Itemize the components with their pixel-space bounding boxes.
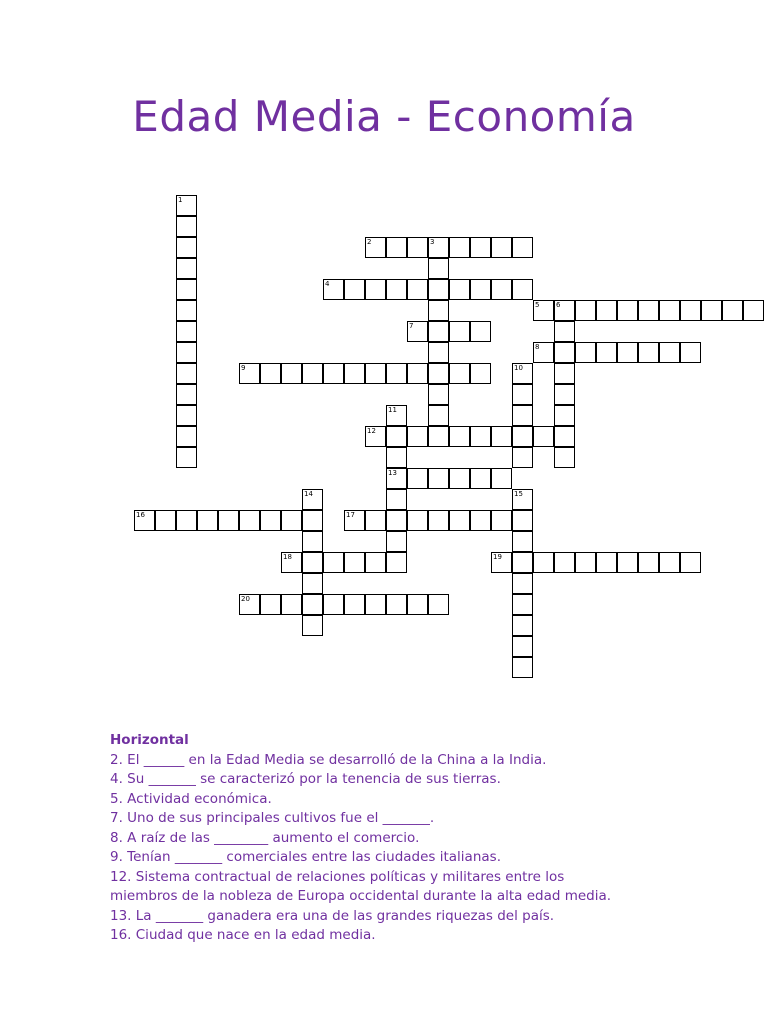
crossword-clue-number: 20 — [241, 595, 250, 603]
crossword-cell[interactable] — [575, 342, 596, 363]
crossword-cell[interactable] — [533, 552, 554, 573]
crossword-cell[interactable] — [428, 342, 449, 363]
crossword-cell[interactable] — [428, 321, 449, 342]
crossword-cell[interactable] — [323, 594, 344, 615]
clue-item: 9. Tenían _______ comerciales entre las ciudades italianas. — [110, 849, 501, 865]
crossword-clue-number: 2 — [367, 238, 372, 246]
crossword-cell[interactable] — [176, 279, 197, 300]
crossword-cell[interactable] — [596, 552, 617, 573]
crossword-cell[interactable] — [491, 468, 512, 489]
crossword-cell[interactable] — [659, 552, 680, 573]
crossword-cell[interactable] — [554, 426, 575, 447]
crossword-cell[interactable] — [554, 405, 575, 426]
crossword-cell[interactable] — [491, 279, 512, 300]
crossword-clue-number: 13 — [388, 469, 397, 477]
crossword-cell[interactable] — [386, 594, 407, 615]
crossword-cell[interactable] — [554, 363, 575, 384]
crossword-cell[interactable] — [281, 363, 302, 384]
crossword-cell[interactable] — [428, 405, 449, 426]
crossword-cell[interactable] — [554, 447, 575, 468]
crossword-cell[interactable] — [512, 615, 533, 636]
crossword-cell[interactable] — [176, 405, 197, 426]
crossword-cell[interactable] — [302, 552, 323, 573]
crossword-clue-number: 15 — [514, 490, 523, 498]
crossword-cell[interactable] — [407, 426, 428, 447]
crossword-cell[interactable] — [554, 552, 575, 573]
crossword-clue-number: 18 — [283, 553, 292, 561]
crossword-cell[interactable] — [344, 552, 365, 573]
crossword-cell[interactable] — [302, 573, 323, 594]
crossword-cell[interactable] — [176, 510, 197, 531]
crossword-cell[interactable] — [680, 342, 701, 363]
crossword-cell[interactable] — [617, 342, 638, 363]
page-title: Edad Media - Economía — [132, 92, 636, 141]
crossword-clue-number: 10 — [514, 364, 523, 372]
crossword-cell[interactable] — [449, 426, 470, 447]
crossword-cell[interactable] — [659, 300, 680, 321]
clue-item: 5. Actividad económica. — [110, 790, 272, 807]
crossword-cell[interactable] — [428, 300, 449, 321]
crossword-cell[interactable] — [218, 510, 239, 531]
crossword-cell[interactable] — [323, 363, 344, 384]
crossword-clue-number: 14 — [304, 490, 313, 498]
crossword-cell[interactable] — [260, 510, 281, 531]
crossword-clue-number: 4 — [325, 280, 330, 288]
crossword-cell[interactable] — [365, 279, 386, 300]
crossword-cell[interactable] — [407, 468, 428, 489]
clue-item: 12. Sistema contractual de relaciones políticas y militares entre los miembros de la nobleza de Europa occidental durante la alta edad media. — [110, 868, 612, 904]
crossword-cell[interactable] — [470, 279, 491, 300]
crossword-cell[interactable] — [365, 510, 386, 531]
crossword-cell[interactable] — [512, 573, 533, 594]
crossword-cell[interactable] — [176, 300, 197, 321]
crossword-cell[interactable] — [386, 426, 407, 447]
crossword-cell[interactable] — [176, 342, 197, 363]
crossword-cell[interactable] — [470, 468, 491, 489]
crossword-cell[interactable] — [302, 615, 323, 636]
crossword-cell[interactable] — [407, 237, 428, 258]
crossword-cell[interactable] — [176, 258, 197, 279]
crossword-cell[interactable] — [386, 363, 407, 384]
crossword-cell[interactable] — [449, 279, 470, 300]
crossword-cell[interactable] — [596, 300, 617, 321]
crossword-cell[interactable] — [260, 363, 281, 384]
crossword-cell[interactable] — [638, 342, 659, 363]
crossword-cell[interactable] — [491, 426, 512, 447]
crossword-cell[interactable] — [512, 657, 533, 678]
crossword-cell[interactable] — [176, 237, 197, 258]
clue-item: 16. Ciudad que nace en la edad media. — [110, 927, 376, 943]
crossword-cell[interactable] — [638, 300, 659, 321]
clue-item: 2. El ______ en la Edad Media se desarrolló de la China a la India. — [110, 751, 547, 768]
crossword-cell[interactable] — [281, 594, 302, 615]
crossword-cell[interactable] — [491, 510, 512, 531]
crossword-cell[interactable] — [449, 468, 470, 489]
crossword-cell[interactable] — [302, 363, 323, 384]
crossword-cell[interactable] — [386, 531, 407, 552]
crossword-clue-number: 11 — [388, 406, 397, 414]
clues-heading: Horizontal — [110, 732, 189, 748]
crossword-cell[interactable] — [344, 363, 365, 384]
crossword-cell[interactable] — [386, 489, 407, 510]
crossword-cell[interactable] — [554, 342, 575, 363]
crossword-cell[interactable] — [680, 552, 701, 573]
crossword-cell[interactable] — [365, 552, 386, 573]
crossword-cell[interactable] — [344, 594, 365, 615]
crossword-cell[interactable] — [428, 384, 449, 405]
crossword-cell[interactable] — [617, 300, 638, 321]
crossword-cell[interactable] — [407, 279, 428, 300]
crossword-cell[interactable] — [176, 363, 197, 384]
crossword-cell[interactable] — [428, 510, 449, 531]
crossword-cell[interactable] — [512, 237, 533, 258]
crossword-cell[interactable] — [512, 447, 533, 468]
crossword-cell[interactable] — [428, 258, 449, 279]
crossword-cell[interactable] — [407, 510, 428, 531]
crossword-cell[interactable] — [638, 552, 659, 573]
crossword-cell[interactable] — [302, 531, 323, 552]
crossword-cell[interactable] — [743, 300, 764, 321]
crossword-cell[interactable] — [596, 342, 617, 363]
crossword-cell[interactable] — [302, 510, 323, 531]
crossword-clue-number: 17 — [346, 511, 355, 519]
crossword-clue-number: 6 — [556, 301, 561, 309]
crossword-cell[interactable] — [176, 384, 197, 405]
crossword-cell[interactable] — [323, 552, 344, 573]
crossword-cell[interactable] — [365, 594, 386, 615]
crossword-cell[interactable] — [449, 321, 470, 342]
crossword-cell[interactable] — [512, 636, 533, 657]
crossword-cell[interactable] — [386, 447, 407, 468]
crossword-cell[interactable] — [176, 216, 197, 237]
crossword-cell[interactable] — [512, 531, 533, 552]
crossword-cell[interactable] — [512, 594, 533, 615]
crossword-cell[interactable] — [575, 300, 596, 321]
clue-item: 13. La _______ ganadera era una de las grandes riquezas del país. — [110, 907, 555, 924]
crossword-cell[interactable] — [533, 426, 554, 447]
crossword-cell[interactable] — [176, 426, 197, 447]
crossword-cell[interactable] — [197, 510, 218, 531]
crossword-cell[interactable] — [512, 279, 533, 300]
crossword-cell[interactable] — [449, 237, 470, 258]
crossword-cell[interactable] — [428, 363, 449, 384]
crossword-cell[interactable] — [680, 300, 701, 321]
crossword-cell[interactable] — [386, 237, 407, 258]
crossword-cell[interactable] — [722, 300, 743, 321]
clues-section — [110, 731, 630, 946]
crossword-cell[interactable] — [281, 510, 302, 531]
crossword-cell[interactable] — [512, 384, 533, 405]
crossword-cell[interactable] — [575, 552, 596, 573]
crossword-cell[interactable] — [428, 279, 449, 300]
crossword-cell[interactable] — [470, 321, 491, 342]
crossword-cell[interactable] — [449, 510, 470, 531]
crossword-cell[interactable] — [491, 237, 512, 258]
crossword-clue-number: 5 — [535, 301, 540, 309]
crossword-cell[interactable] — [365, 363, 386, 384]
crossword-cell[interactable] — [302, 594, 323, 615]
crossword-cell[interactable] — [407, 363, 428, 384]
crossword-cell[interactable] — [512, 510, 533, 531]
crossword-cell[interactable] — [554, 384, 575, 405]
crossword-cell[interactable] — [470, 426, 491, 447]
crossword-cell[interactable] — [386, 279, 407, 300]
crossword-clue-number: 16 — [136, 511, 145, 519]
crossword-cell[interactable] — [428, 468, 449, 489]
crossword-clue-number: 7 — [409, 322, 414, 330]
crossword-cell[interactable] — [659, 342, 680, 363]
crossword-cell[interactable] — [428, 594, 449, 615]
crossword-cell[interactable] — [470, 363, 491, 384]
crossword-cell[interactable] — [386, 510, 407, 531]
crossword-clue-number: 8 — [535, 343, 540, 351]
crossword-cell[interactable] — [512, 426, 533, 447]
crossword-clue-number: 9 — [241, 364, 246, 372]
crossword-cell[interactable] — [239, 510, 260, 531]
crossword-cell[interactable] — [176, 321, 197, 342]
crossword-clue-number: 3 — [430, 238, 435, 246]
crossword-cell[interactable] — [176, 447, 197, 468]
crossword-cell[interactable] — [554, 321, 575, 342]
crossword-clue-number: 19 — [493, 553, 502, 561]
crossword-cell[interactable] — [470, 237, 491, 258]
crossword-cell[interactable] — [617, 552, 638, 573]
crossword-cell[interactable] — [386, 552, 407, 573]
crossword-cell[interactable] — [407, 594, 428, 615]
crossword-cell[interactable] — [470, 510, 491, 531]
clue-item: 7. Uno de sus principales cultivos fue el _______. — [110, 810, 435, 826]
crossword-cell[interactable] — [155, 510, 176, 531]
crossword-cell[interactable] — [512, 405, 533, 426]
crossword-cell[interactable] — [428, 426, 449, 447]
crossword-clue-number: 12 — [367, 427, 376, 435]
crossword-clue-number: 1 — [178, 196, 183, 204]
clue-item: 4. Su _______ se caracterizó por la tenencia de sus tierras. — [110, 771, 501, 787]
crossword-cell[interactable] — [449, 363, 470, 384]
crossword-cell[interactable] — [701, 300, 722, 321]
clue-item: 8. A raíz de las ________ aumento el comercio. — [110, 829, 420, 846]
crossword-cell[interactable] — [260, 594, 281, 615]
crossword-cell[interactable] — [512, 552, 533, 573]
crossword-cell[interactable] — [344, 279, 365, 300]
